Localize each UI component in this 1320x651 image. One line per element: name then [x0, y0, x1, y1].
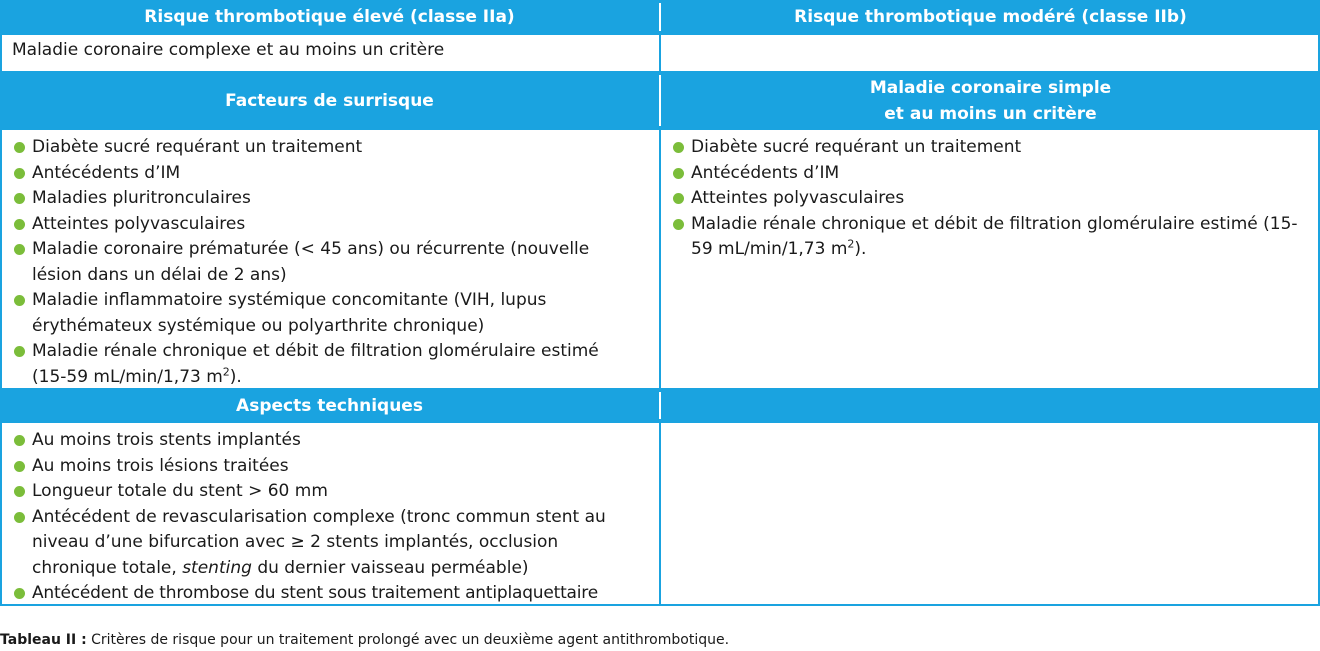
- header-separator: [659, 75, 661, 126]
- bullet-icon: [14, 588, 25, 599]
- stenting-word: stenting: [182, 557, 252, 578]
- list-item: Antécédent de revascularisation complexe (tronc commun stent au niveau d’une bifurcation avec ≥ 2 stents implantés, occlusion chronique totale, stenting du dernier vaisseau perméable): [12, 505, 653, 582]
- list-item: Au moins trois lésions traitées: [12, 454, 653, 480]
- technical-aspects-header-text: Aspects techniques: [236, 395, 423, 416]
- technical-aspects-cell: [2, 423, 659, 604]
- bullet-icon: [14, 346, 25, 357]
- bullet-icon: [673, 168, 684, 179]
- bullet-icon: [14, 461, 25, 472]
- list-item: Maladie rénale chronique et débit de filtration glomérulaire estimé (15-59 mL/min/1,73 $m^2$).: [12, 339, 653, 390]
- superscript: 2: [222, 364, 230, 378]
- bullet-icon: [673, 219, 684, 230]
- caption-label: Tableau II :: [0, 632, 87, 648]
- surrisk-factors-header: [0, 72, 659, 129]
- surrisk-factors-list: [12, 135, 653, 390]
- list-item: Maladie rénale chronique et débit de filtration glomérulaire estimé (15-59 mL/min/1,73 $m^2$).: [671, 212, 1312, 263]
- header-separator: [659, 392, 661, 419]
- item-end: ).: [854, 239, 867, 259]
- technical-aspects-list: [12, 428, 653, 607]
- list-item: Maladies pluritronculaires: [12, 186, 653, 212]
- technical-aspects-right-header: [661, 389, 1320, 422]
- caption-text: Critères de risque pour un traitement prolongé avec un deuxième agent antithrombotique.: [86, 632, 730, 648]
- simple-cad-criteria-list: [671, 135, 1312, 263]
- bullet-icon: [14, 435, 25, 446]
- bullet-icon: [14, 486, 25, 497]
- bullet-icon: [14, 219, 25, 230]
- technical-aspects-right-cell: [661, 423, 1318, 604]
- list-item: Maladie coronaire prématurée (< 45 ans) ou récurrente (nouvelle lésion dans un délai de 2 ans): [12, 237, 653, 288]
- simple-cad-criteria-cell: [661, 130, 1318, 388]
- item-end: ).: [229, 366, 242, 387]
- bullet-icon: [14, 142, 25, 153]
- simple-cad-header-line2: et au moins un critère: [884, 103, 1097, 124]
- header-separator: [659, 3, 661, 31]
- table-caption: [0, 632, 729, 648]
- bullet-icon: [14, 512, 25, 523]
- list-item: Atteintes polyvasculaires: [671, 186, 1312, 212]
- left-column-header-text: Risque thrombotique élevé (classe IIa): [144, 7, 515, 27]
- bullet-icon: [673, 193, 684, 204]
- right-column-header: [661, 0, 1320, 34]
- superscript: 2: [847, 237, 855, 251]
- list-item: Antécédents d’IM: [12, 161, 653, 187]
- empty-right-cell: [661, 35, 1318, 71]
- bullet-icon: [14, 244, 25, 255]
- list-item: Diabète sucré requérant un traitement: [671, 135, 1312, 161]
- technical-aspects-header: [0, 389, 659, 422]
- bullet-icon: [673, 142, 684, 153]
- right-column-header-text: Risque thrombotique modéré (classe IIb): [794, 7, 1187, 27]
- stenting-after: du dernier vaisseau perméable): [251, 557, 529, 578]
- list-item: Antécédents d’IM: [671, 161, 1312, 187]
- left-column-header: [0, 0, 659, 34]
- bullet-icon: [14, 193, 25, 204]
- complex-cad-text: Maladie coronaire complexe et au moins un critère: [12, 40, 445, 60]
- bullet-icon: [14, 168, 25, 179]
- list-item: Maladie inflammatoire systémique concomitante (VIH, lupus érythémateux systémique ou polyarthrite chronique): [12, 288, 653, 339]
- simple-cad-header-line1: Maladie coronaire simple: [869, 77, 1112, 98]
- surrisk-factors-cell: [2, 130, 659, 388]
- list-item: Antécédent de thrombose du stent sous traitement antiplaquettaire: [12, 581, 653, 607]
- bullet-icon: [14, 295, 25, 306]
- list-item: Diabète sucré requérant un traitement: [12, 135, 653, 161]
- list-item: Atteintes polyvasculaires: [12, 212, 653, 238]
- complex-cad-cell: [2, 35, 659, 71]
- simple-cad-header: [661, 72, 1320, 129]
- surrisk-factors-header-text: Facteurs de surrisque: [225, 90, 434, 111]
- list-item: Au moins trois stents implantés: [12, 428, 653, 454]
- list-item: Longueur totale du stent > 60 mm: [12, 479, 653, 505]
